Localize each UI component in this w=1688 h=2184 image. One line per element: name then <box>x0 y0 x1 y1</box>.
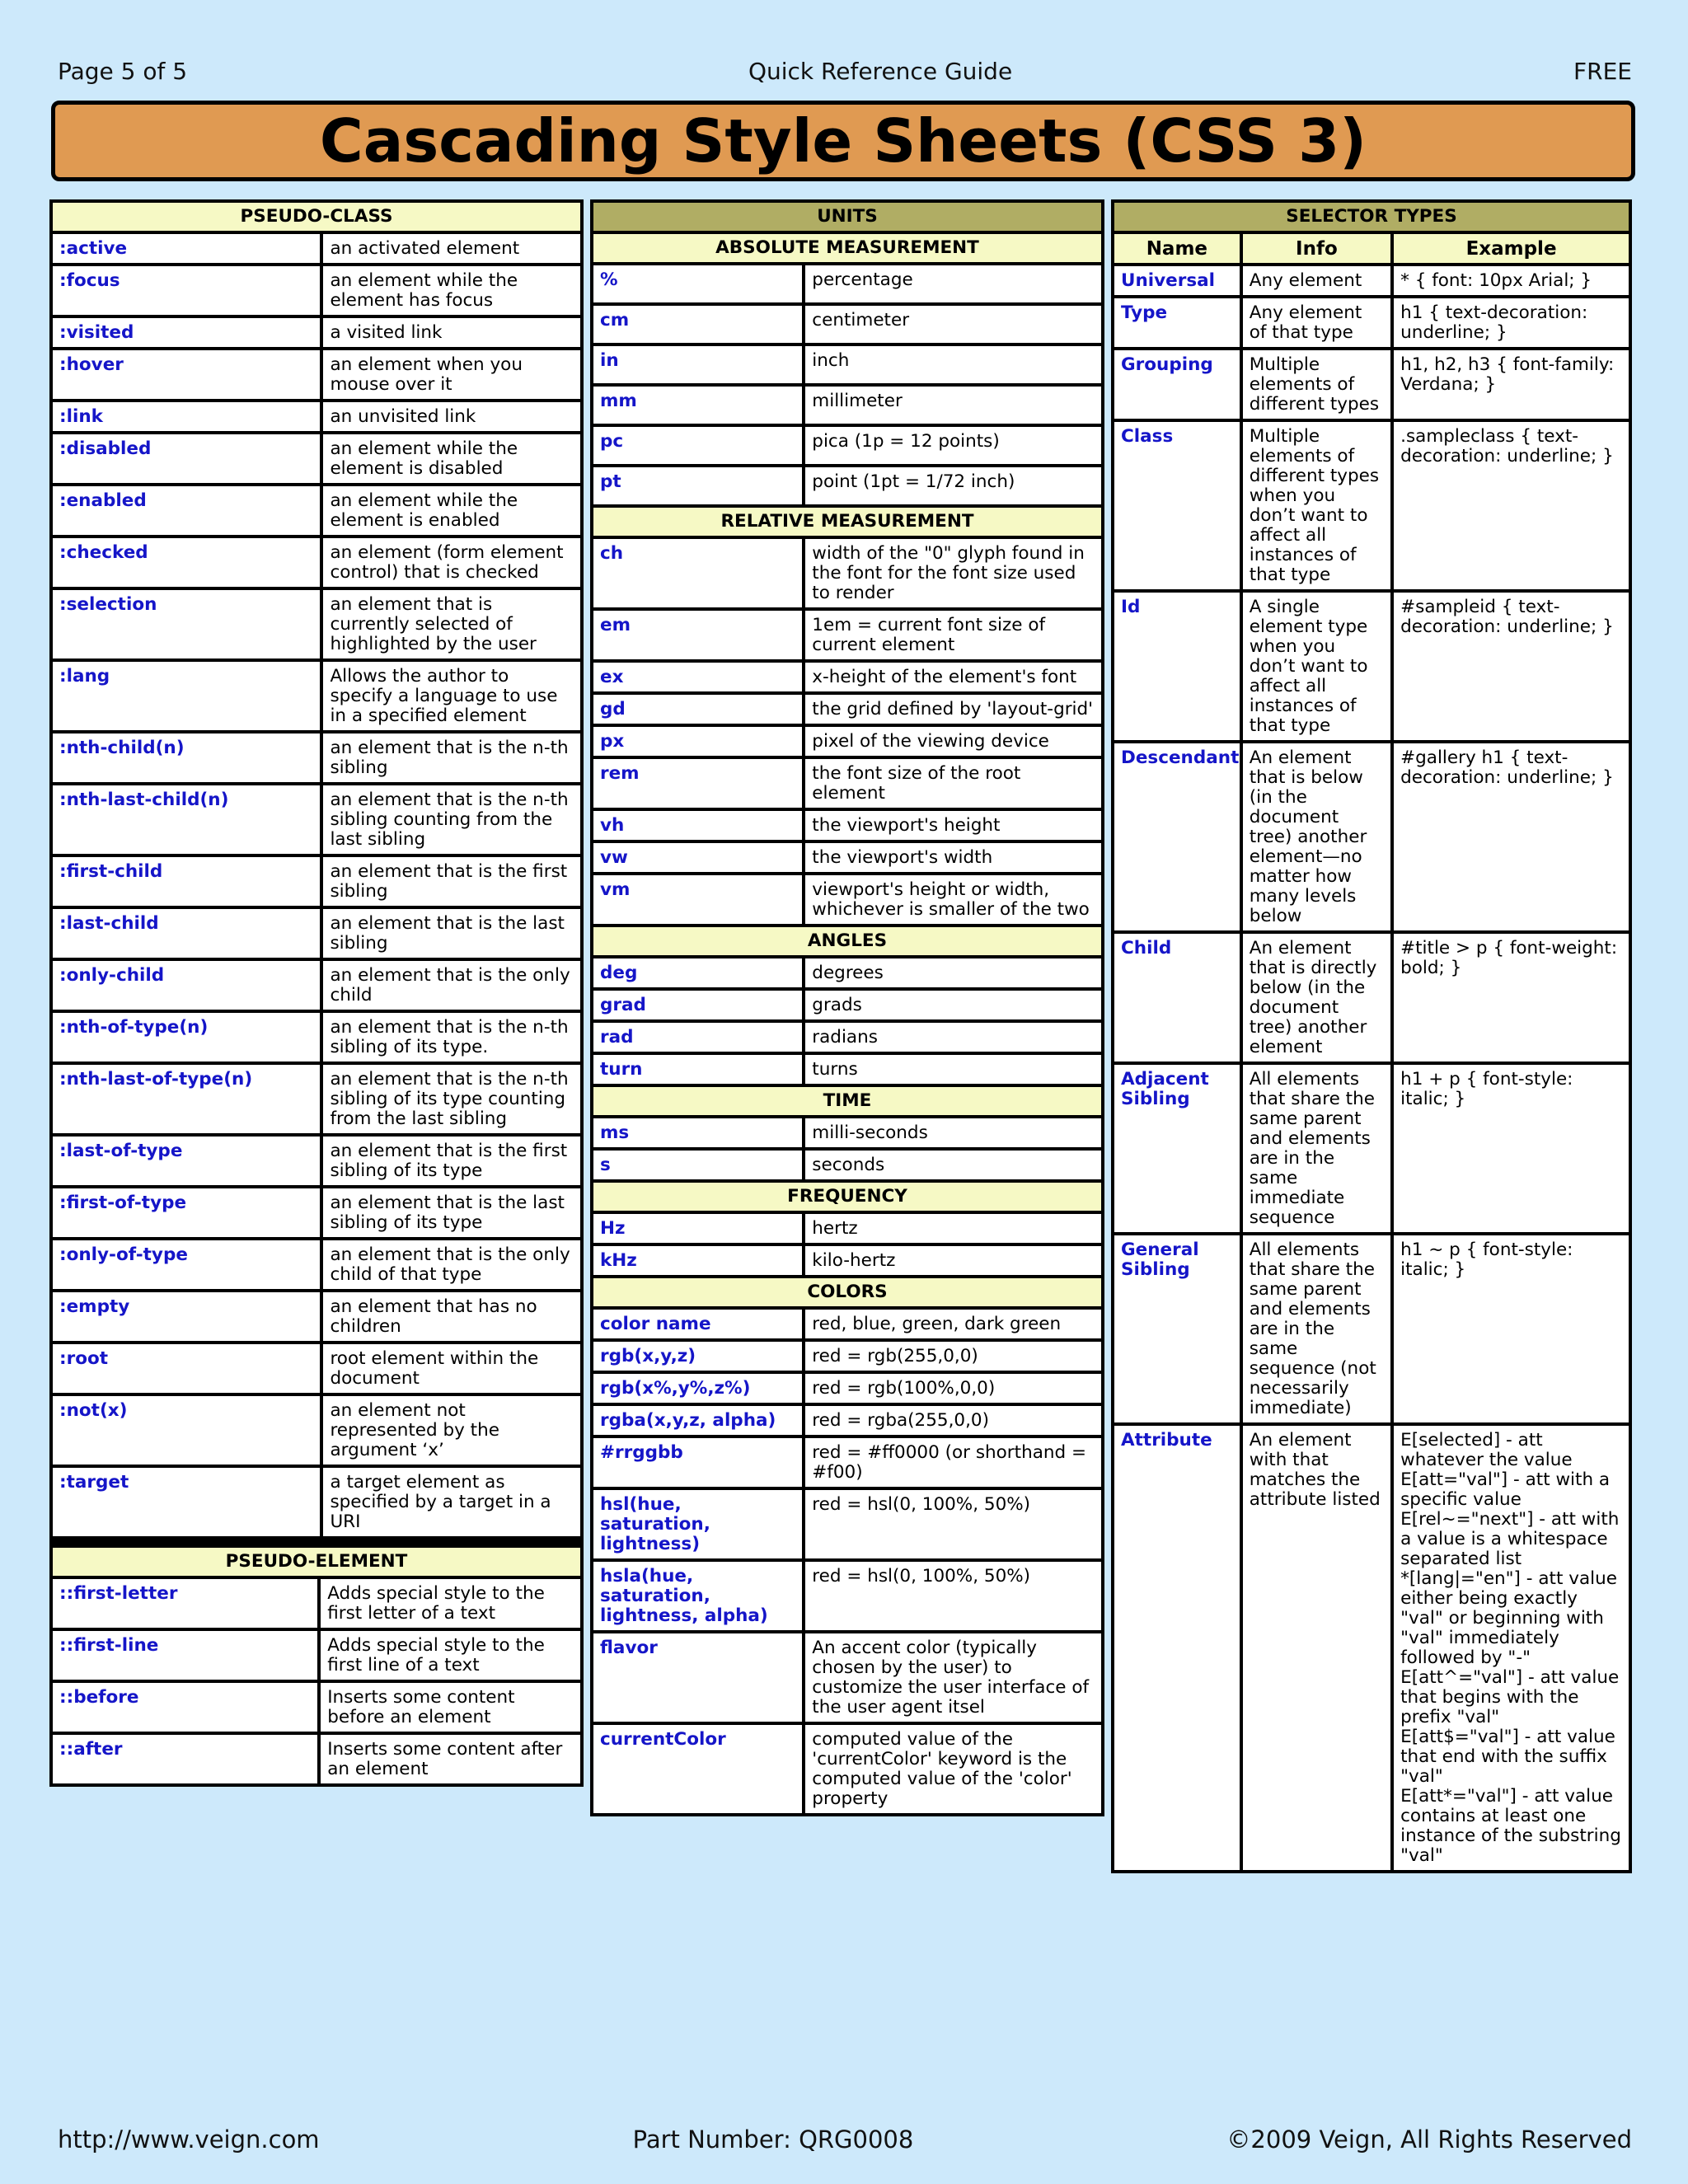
table-row <box>1113 1234 1630 1424</box>
pseudo-class-name: :checked <box>51 537 321 588</box>
pseudo-class-name: :nth-child(n) <box>51 732 321 784</box>
pseudo-class-name: :root <box>51 1343 321 1394</box>
units-table <box>590 199 1104 1816</box>
pseudo-element-name: ::after <box>51 1733 319 1785</box>
pseudo-class-description: an element (form element control) that is checked <box>321 537 582 588</box>
selector-info: Any element of that type <box>1241 297 1392 349</box>
pseudo-class-name: :last-child <box>51 907 321 959</box>
table-row <box>51 349 582 401</box>
table-row <box>592 1436 1103 1488</box>
table-row <box>51 660 582 732</box>
unit-name: vh <box>592 809 804 841</box>
guide-label: Quick Reference Guide <box>748 57 1013 85</box>
pseudo-element-name: ::first-line <box>51 1629 319 1681</box>
pseudo-class-table <box>49 199 584 1540</box>
pseudo-class-description: an element that is the last sibling <box>321 907 582 959</box>
selector-info: An element with that matches the attribute listed <box>1241 1424 1392 1872</box>
unit-name: cm <box>592 304 804 344</box>
pseudo-element-description: Adds special style to the first line of a text <box>319 1629 582 1681</box>
table-row <box>1113 265 1630 297</box>
unit-description: x-height of the element's font <box>804 661 1103 693</box>
unit-name: ex <box>592 661 804 693</box>
unit-name: hsla(hue, saturation, lightness, alpha) <box>592 1560 804 1632</box>
pseudo-class-name: :first-of-type <box>51 1187 321 1239</box>
unit-name: color name <box>592 1308 804 1340</box>
pseudo-class-name: :hover <box>51 349 321 401</box>
pseudo-class-description: an activated element <box>321 232 582 265</box>
pseudo-class-name: :disabled <box>51 433 321 485</box>
table-row <box>51 1466 582 1538</box>
pseudo-class-description: an element that has no children <box>321 1291 582 1343</box>
pseudo-class-description: an element that is the only child of that type <box>321 1239 582 1291</box>
table-row <box>592 1244 1103 1277</box>
unit-name: vw <box>592 841 804 874</box>
unit-description: red = #ff0000 (or shorthand = #f00) <box>804 1436 1103 1488</box>
pseudo-class-description: an unvisited link <box>321 401 582 433</box>
pseudo-class-description: an element while the element is enabled <box>321 485 582 537</box>
unit-name: deg <box>592 957 804 989</box>
unit-description: computed value of the 'currentColor' keyword is the computed value of the 'color' property <box>804 1723 1103 1815</box>
table-row <box>51 1629 582 1681</box>
selector-column <box>1111 199 1632 1873</box>
unit-description: seconds <box>804 1149 1103 1181</box>
unit-description: grads <box>804 989 1103 1021</box>
unit-description: the viewport's width <box>804 841 1103 874</box>
pseudo-class-description: an element when you mouse over it <box>321 349 582 401</box>
table-row <box>51 784 582 855</box>
table-row <box>51 1187 582 1239</box>
table-row <box>1113 1424 1630 1872</box>
table-row <box>592 1560 1103 1632</box>
table-row <box>51 537 582 588</box>
table-row <box>592 1212 1103 1244</box>
table-row <box>592 344 1103 385</box>
unit-description: pica (1p = 12 points) <box>804 425 1103 466</box>
unit-description: the font size of the root element <box>804 757 1103 809</box>
unit-name: flavor <box>592 1632 804 1723</box>
selector-info: An element that is below (in the document tree) another element—no matter how many levels below <box>1241 742 1392 932</box>
table-row <box>592 537 1103 609</box>
pseudo-class-name: :active <box>51 232 321 265</box>
pseudo-class-name: :nth-last-of-type(n) <box>51 1063 321 1135</box>
pseudo-class-description: root element within the document <box>321 1343 582 1394</box>
pseudo-class-description: an element that is the first sibling <box>321 855 582 907</box>
pseudo-class-name: :link <box>51 401 321 433</box>
page-header <box>58 54 1632 87</box>
section-header-row <box>592 926 1103 957</box>
unit-name: vm <box>592 874 804 926</box>
pseudo-class-name: :not(x) <box>51 1394 321 1466</box>
column-header-info: Info <box>1241 232 1392 265</box>
pseudo-class-name: :only-of-type <box>51 1239 321 1291</box>
table-row <box>592 1632 1103 1723</box>
section-header-row <box>592 232 1103 264</box>
unit-name: px <box>592 725 804 757</box>
selector-name: Class <box>1113 420 1241 591</box>
units-section-title: TIME <box>592 1085 1103 1117</box>
pseudo-class-name: :visited <box>51 316 321 349</box>
unit-name: #rrggbb <box>592 1436 804 1488</box>
selector-info: All elements that share the same parent and elements are in the same immediate sequence <box>1241 1063 1392 1234</box>
unit-description: degrees <box>804 957 1103 989</box>
pseudo-element-name: ::before <box>51 1681 319 1733</box>
unit-name: hsl(hue, saturation, lightness) <box>592 1488 804 1560</box>
unit-description: red = hsl(0, 100%, 50%) <box>804 1560 1103 1632</box>
table-row <box>1113 932 1630 1063</box>
units-section-title: COLORS <box>592 1277 1103 1308</box>
units-section-title: ANGLES <box>592 926 1103 957</box>
selector-example: E[selected] - att whatever the value E[att="val"] - att with a specific value E[rel~="next"] - att with a value is a whitespace separated list *[lang|="en"] - att value either being exactly "val" or beginning with "val" immediately followed by "-" E[att^="val"] - att value that begins with the prefix "val" E[att$="val"] - att value that end with the suffix "val" E[att*="val"] - att value contains at least one instance of the substring "val" <box>1392 1424 1630 1872</box>
unit-name: rgb(x,y,z) <box>592 1340 804 1372</box>
unit-description: kilo-hertz <box>804 1244 1103 1277</box>
unit-name: ch <box>592 537 804 609</box>
pseudo-class-description: Allows the author to specify a language to use in a specified element <box>321 660 582 732</box>
pseudo-class-name: :nth-last-child(n) <box>51 784 321 855</box>
table-row <box>51 1733 582 1785</box>
selector-info: A single element type when you don’t want to affect all instances of that type <box>1241 591 1392 742</box>
page-title: Cascading Style Sheets (CSS 3) <box>51 101 1635 181</box>
selector-name: Adjacent Sibling <box>1113 1063 1241 1234</box>
table-row <box>592 989 1103 1021</box>
column-header-name: Name <box>1113 232 1241 265</box>
table-row <box>51 1063 582 1135</box>
pseudo-element-table <box>49 1544 584 1787</box>
pseudo-element-name: ::first-letter <box>51 1577 319 1629</box>
page-number: Page 5 of 5 <box>58 57 188 85</box>
pseudo-class-description: an element while the element has focus <box>321 265 582 316</box>
pseudo-class-name: :only-child <box>51 959 321 1011</box>
selector-info: All elements that share the same parent and elements are in the same sequence (not necessarily immediate) <box>1241 1234 1392 1424</box>
selector-name: Child <box>1113 932 1241 1063</box>
unit-name: kHz <box>592 1244 804 1277</box>
unit-description: the viewport's height <box>804 809 1103 841</box>
table-row <box>592 1404 1103 1436</box>
table-row <box>592 957 1103 989</box>
section-header-row <box>592 1085 1103 1117</box>
table-row <box>592 1488 1103 1560</box>
pseudo-class-description: an element while the element is disabled <box>321 433 582 485</box>
selector-name: General Sibling <box>1113 1234 1241 1424</box>
unit-description: inch <box>804 344 1103 385</box>
unit-description: red = rgb(100%,0,0) <box>804 1372 1103 1404</box>
unit-description: An accent color (typically chosen by the user) to customize the user interface of the user agent itsel <box>804 1632 1103 1723</box>
pseudo-class-name: :lang <box>51 660 321 732</box>
table-row <box>51 232 582 265</box>
pseudo-element-title: PSEUDO-ELEMENT <box>51 1546 582 1577</box>
pseudo-class-description: an element that is the only child <box>321 959 582 1011</box>
units-section-title: FREQUENCY <box>592 1181 1103 1212</box>
table-row <box>592 1053 1103 1085</box>
unit-name: % <box>592 264 804 304</box>
selector-example: #gallery h1 { text-decoration: underline; } <box>1392 742 1630 932</box>
table-row <box>51 1135 582 1187</box>
unit-description: milli-seconds <box>804 1117 1103 1149</box>
table-row <box>51 1343 582 1394</box>
table-row <box>51 907 582 959</box>
unit-description: width of the "0" glyph found in the font for the font size used to render <box>804 537 1103 609</box>
table-row <box>1113 1063 1630 1234</box>
table-row <box>592 1117 1103 1149</box>
table-row <box>51 959 582 1011</box>
selector-info: Multiple elements of different types when you don’t want to affect all instances of that type <box>1241 420 1392 591</box>
units-title: UNITS <box>592 201 1103 232</box>
selector-name: Id <box>1113 591 1241 742</box>
unit-name: rem <box>592 757 804 809</box>
selector-example: #title > p { font-weight: bold; } <box>1392 932 1630 1063</box>
table-row <box>592 874 1103 926</box>
unit-description: pixel of the viewing device <box>804 725 1103 757</box>
pseudo-class-description: an element that is the first sibling of its type <box>321 1135 582 1187</box>
price-label: FREE <box>1573 57 1632 85</box>
unit-description: centimeter <box>804 304 1103 344</box>
pseudo-class-description: an element that is the last sibling of its type <box>321 1187 582 1239</box>
unit-name: s <box>592 1149 804 1181</box>
pseudo-class-description: an element not represented by the argument ‘x’ <box>321 1394 582 1466</box>
unit-description: the grid defined by 'layout-grid' <box>804 693 1103 725</box>
unit-description: point (1pt = 1/72 inch) <box>804 466 1103 506</box>
pseudo-class-description: a target element as specified by a target in a URI <box>321 1466 582 1538</box>
unit-name: em <box>592 609 804 661</box>
selector-name: Type <box>1113 297 1241 349</box>
unit-description: red = hsl(0, 100%, 50%) <box>804 1488 1103 1560</box>
selector-types-title: SELECTOR TYPES <box>1113 201 1630 232</box>
pseudo-class-name: :last-of-type <box>51 1135 321 1187</box>
pseudo-column <box>49 199 584 1787</box>
table-row <box>592 809 1103 841</box>
selector-name: Grouping <box>1113 349 1241 420</box>
table-row <box>592 841 1103 874</box>
table-row <box>592 693 1103 725</box>
selector-name: Descendant <box>1113 742 1241 932</box>
table-row <box>51 1239 582 1291</box>
pseudo-class-description: an element that is the n-th sibling of its type. <box>321 1011 582 1063</box>
pseudo-class-description: an element that is the n-th sibling <box>321 732 582 784</box>
table-row <box>592 385 1103 425</box>
pseudo-element-description: Inserts some content before an element <box>319 1681 582 1733</box>
unit-name: rgb(x%,y%,z%) <box>592 1372 804 1404</box>
table-row <box>592 1372 1103 1404</box>
unit-description: radians <box>804 1021 1103 1053</box>
table-row <box>592 725 1103 757</box>
pseudo-class-description: an element that is the n-th sibling counting from the last sibling <box>321 784 582 855</box>
table-row <box>51 1011 582 1063</box>
selector-example: h1 + p { font-style: italic; } <box>1392 1063 1630 1234</box>
unit-description: 1em = current font size of current element <box>804 609 1103 661</box>
page-footer <box>58 2121 1632 2158</box>
selector-name: Attribute <box>1113 1424 1241 1872</box>
unit-description: turns <box>804 1053 1103 1085</box>
pseudo-class-name: :nth-of-type(n) <box>51 1011 321 1063</box>
unit-name: turn <box>592 1053 804 1085</box>
table-row <box>1113 349 1630 420</box>
unit-name: ms <box>592 1117 804 1149</box>
pseudo-class-title: PSEUDO-CLASS <box>51 201 582 232</box>
table-row <box>592 1149 1103 1181</box>
table-row <box>51 433 582 485</box>
selector-example: * { font: 10px Arial; } <box>1392 265 1630 297</box>
table-row <box>592 1723 1103 1815</box>
table-row <box>51 1577 582 1629</box>
table-row <box>592 304 1103 344</box>
table-row <box>592 757 1103 809</box>
table-row <box>51 265 582 316</box>
units-section-title: ABSOLUTE MEASUREMENT <box>592 232 1103 264</box>
pseudo-class-name: :first-child <box>51 855 321 907</box>
table-row <box>592 609 1103 661</box>
table-row <box>1113 742 1630 932</box>
table-row <box>1113 297 1630 349</box>
section-header-row <box>592 1181 1103 1212</box>
units-section-title: RELATIVE MEASUREMENT <box>592 506 1103 537</box>
unit-name: pt <box>592 466 804 506</box>
unit-name: mm <box>592 385 804 425</box>
section-header-row <box>592 1277 1103 1308</box>
table-row <box>1113 420 1630 591</box>
unit-description: hertz <box>804 1212 1103 1244</box>
pseudo-class-name: :empty <box>51 1291 321 1343</box>
selector-info: Multiple elements of different types <box>1241 349 1392 420</box>
table-row <box>1113 591 1630 742</box>
unit-description: red, blue, green, dark green <box>804 1308 1103 1340</box>
table-row <box>51 1394 582 1466</box>
table-row <box>51 1291 582 1343</box>
unit-name: Hz <box>592 1212 804 1244</box>
selector-name: Universal <box>1113 265 1241 297</box>
table-row <box>51 588 582 660</box>
copyright: ©2009 Veign, All Rights Reserved <box>1226 2125 1632 2154</box>
selector-example: #sampleid { text-decoration: underline; } <box>1392 591 1630 742</box>
unit-name: pc <box>592 425 804 466</box>
table-row <box>592 425 1103 466</box>
unit-description: red = rgb(255,0,0) <box>804 1340 1103 1372</box>
unit-description: viewport's height or width, whichever is smaller of the two <box>804 874 1103 926</box>
website-url: http://www.veign.com <box>58 2125 320 2154</box>
table-row <box>592 661 1103 693</box>
table-row <box>51 401 582 433</box>
unit-name: rgba(x,y,z, alpha) <box>592 1404 804 1436</box>
pseudo-element-description: Inserts some content after an element <box>319 1733 582 1785</box>
section-header-row <box>592 506 1103 537</box>
pseudo-element-description: Adds special style to the first letter of a text <box>319 1577 582 1629</box>
units-column <box>590 199 1104 1816</box>
selector-example: h1 ~ p { font-style: italic; } <box>1392 1234 1630 1424</box>
table-row <box>592 264 1103 304</box>
selector-types-table <box>1111 199 1632 1873</box>
selector-example: h1, h2, h3 { font-family: Verdana; } <box>1392 349 1630 420</box>
pseudo-class-description: an element that is the n-th sibling of its type counting from the last sibling <box>321 1063 582 1135</box>
selector-example: .sampleclass { text-decoration: underline; } <box>1392 420 1630 591</box>
part-number: Part Number: QRG0008 <box>632 2125 914 2154</box>
table-row <box>51 732 582 784</box>
table-row <box>51 485 582 537</box>
unit-description: red = rgba(255,0,0) <box>804 1404 1103 1436</box>
table-row <box>51 855 582 907</box>
pseudo-class-name: :focus <box>51 265 321 316</box>
table-row <box>592 1021 1103 1053</box>
table-row <box>51 1681 582 1733</box>
unit-name: rad <box>592 1021 804 1053</box>
pseudo-class-name: :target <box>51 1466 321 1538</box>
pseudo-class-name: :enabled <box>51 485 321 537</box>
unit-name: in <box>592 344 804 385</box>
selector-info: Any element <box>1241 265 1392 297</box>
table-row <box>592 1340 1103 1372</box>
pseudo-class-name: :selection <box>51 588 321 660</box>
unit-description: percentage <box>804 264 1103 304</box>
unit-name: gd <box>592 693 804 725</box>
column-header-example: Example <box>1392 232 1630 265</box>
selector-info: An element that is directly below (in the document tree) another element <box>1241 932 1392 1063</box>
pseudo-class-description: an element that is currently selected of highlighted by the user <box>321 588 582 660</box>
table-row <box>51 316 582 349</box>
table-row <box>592 466 1103 506</box>
unit-name: grad <box>592 989 804 1021</box>
unit-description: millimeter <box>804 385 1103 425</box>
selector-example: h1 { text-decoration: underline; } <box>1392 297 1630 349</box>
unit-name: currentColor <box>592 1723 804 1815</box>
table-row <box>592 1308 1103 1340</box>
pseudo-class-description: a visited link <box>321 316 582 349</box>
